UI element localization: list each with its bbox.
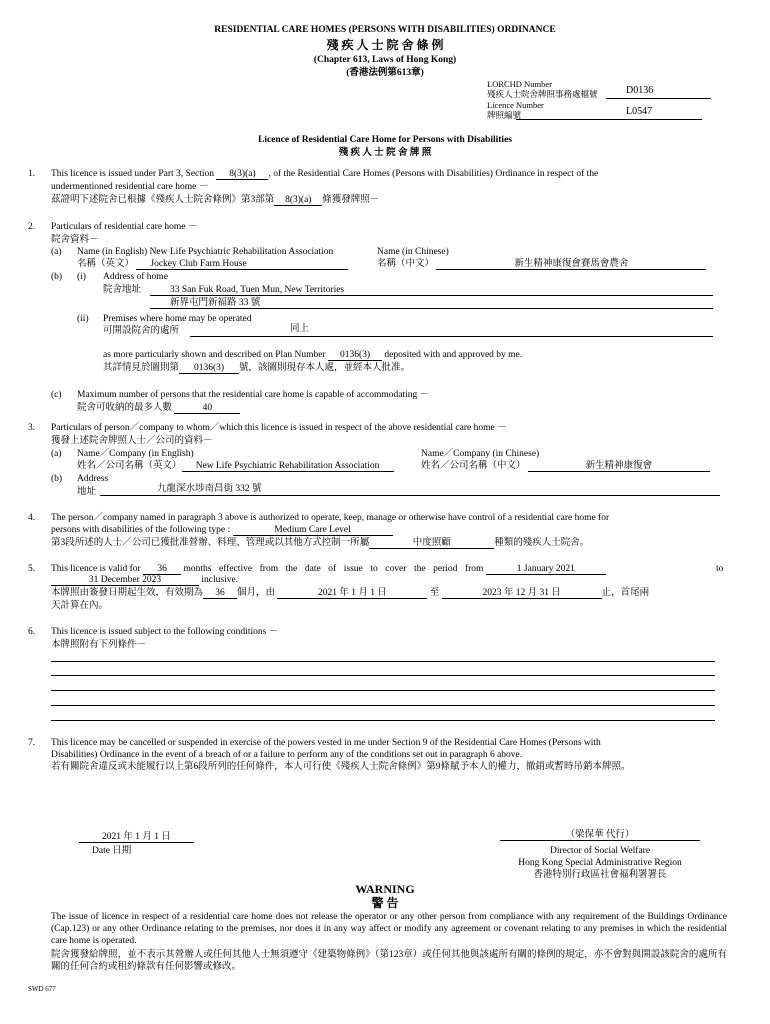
condition-line-5 <box>51 720 715 721</box>
s3-name-en-label: Name／Company (in English) <box>77 449 194 459</box>
s7-zh: 若有關院舍違反或未能履行以上第6段所列的任何條件，本人可行使《殘疾人士院舍條例》第9條賦予本人的權力，撤銷或暫時吊銷本牌照。 <box>51 762 631 772</box>
s6-number: 6. <box>28 627 36 637</box>
s5-months: 36 <box>143 564 181 575</box>
s3-address-label-zh: 地址 <box>77 487 97 497</box>
s2-i-label: (i) <box>77 272 86 282</box>
lorchd-label-zh: 殘疾人士院舍牌照事務處檔號 <box>487 89 598 99</box>
licence-title-zh: 殘 疾 人 士 院 舍 牌 照 <box>338 148 432 158</box>
s4-type-en: Medium Care Level <box>233 525 393 536</box>
warning-title-en: WARNING <box>355 882 415 896</box>
s3-heading-zh: 獲發上述院舍牌照人士／公司的資料－ <box>51 436 213 446</box>
licence-label-zh: 牌照編號 <box>487 110 522 120</box>
licence-value: L0547 <box>626 106 653 117</box>
s3-a-label: (a) <box>51 449 62 459</box>
signer-role-zh: 香港特別行政區社會福利署署長 <box>533 870 667 880</box>
signer: （梁保華 代行） <box>500 829 700 841</box>
licence-label-en: Licence Number <box>487 100 544 110</box>
s2-plan-number: 0136(3) <box>328 350 382 361</box>
s3-name-en-row: 姓名／公司名稱（英文） New Life Psychiatric Rehabilitation Association <box>77 460 394 472</box>
s2-a-label: (a) <box>51 247 62 257</box>
s2-plan-row-zh: 其詳情見於圖則第 0136(3) 號，該圖則現存本人處，並經本人批准。 <box>103 363 411 373</box>
s2-address-label: Address of home <box>103 272 168 282</box>
s2-address-en: 33 San Fuk Road, Tuen Mun, New Territories <box>170 285 345 295</box>
chapter-zh: (香港法例第613章) <box>346 68 424 78</box>
lorchd-label-en: LORCHD Number <box>487 79 552 89</box>
warning-text-en: The issue of licence in respect of a residential care home does not release the operator or any other person from compliance with any requirement of the Buildings Ordinance (Cap.123) or any other Ordinance relating to the premises, nor does it in any way affect or modify any agreement or covenant relating to any premises in which the residential care home is operated. <box>51 912 727 946</box>
s2-address-label-zh: 院舍地址 <box>103 285 142 295</box>
s3-address-value: 九龍深水埗南昌街 332 號 <box>157 484 262 494</box>
s5-number: 5. <box>28 564 36 574</box>
ordinance-title-zh: 殘 疾 人 士 院 舍 條 例 <box>326 38 444 52</box>
s6-line1: This licence is issued subject to the following conditions － <box>51 627 279 637</box>
s3-name-zh-row: 姓名／公司名稱（中文） 新生精神康復會 <box>421 460 710 472</box>
s2-max-label: Maximum number of persons that the residential care home is capable of accommodating － <box>77 390 430 400</box>
s2-heading: Particulars of residential care home － <box>51 222 198 232</box>
s6-line1-zh: 本牌照附有下列條件－ <box>51 640 147 650</box>
licence-title-en: Licence of Residential Care Home for Persons with Disabilities <box>257 135 512 145</box>
s2-name-zh-label: Name (in Chinese) <box>377 247 449 257</box>
condition-line-3 <box>51 690 715 691</box>
s2-name-zh-row: 名稱（中文） 新生精神康復會賽馬會農舍 <box>377 258 706 270</box>
date-value: 2021 年 1 月 1 日 <box>79 831 194 843</box>
s5-line1: This licence is valid for 36 months effective from the date of issue to cover the period from 1 January 2021 <box>51 563 606 575</box>
s2-c-label: (c) <box>51 390 62 400</box>
lorchd-value: D0136 <box>626 85 654 96</box>
s1-line1: This licence is issued under Part 3, Section 8(3)(a) , of the Residential Care Homes (Persons with Disabilities) Ordinance in respect of the <box>51 169 599 179</box>
s2-ii-label: (ii) <box>77 314 89 324</box>
s5-zh: 本牌照由簽發日期起生效，有效期為 36 個月，由 2021 年 1 月 1 日 至 2023 年 12 月 31 日 止，首尾兩 <box>51 588 650 598</box>
s5-zh-line2: 天計算在內。 <box>51 601 109 611</box>
s3-address-label: Address <box>77 474 109 484</box>
signer-role-en: Director of Social Welfare <box>549 846 651 856</box>
warning-text-zh: 院舍獲發給牌照，並不表示其營辦人或任何其他人士無須遵守《建築物條例》（第123章）或任何其他與該處所有關的條例的規定，亦不會對與開設該院舍的處所有關的任何合約或租約條款有任何影響或修改。 <box>51 950 727 972</box>
chapter-en: (Chapter 613, Laws of Hong Kong) <box>313 55 457 65</box>
s2-address-zh: 新界屯門新福路 33 號 <box>170 298 261 308</box>
s2-number: 2. <box>28 222 36 232</box>
s2-plan-row: as more particularly shown and described on Plan Number 0136(3) deposited with and approved by me. <box>103 350 523 360</box>
ordinance-title-en: RESIDENTIAL CARE HOMES (PERSONS WITH DISABILITIES) ORDINANCE <box>214 25 556 35</box>
s2-name-en-row: Name (in English) New Life Psychiatric Rehabilitation Association <box>77 247 334 257</box>
s4-number: 4. <box>28 513 36 523</box>
s7-line2: Disabilities) Ordinance in the event of a breach of or a failure to perform any of the conditions set out in paragraph 6 above. <box>51 750 523 760</box>
condition-line-2 <box>51 675 715 676</box>
s5-line2: 31 December 2023 inclusive. <box>51 574 238 586</box>
s1-line2: undermentioned residential care home － <box>51 182 209 192</box>
form-number: SWD 677 <box>28 985 56 993</box>
signer-region-en: Hong Kong Special Administrative Region <box>518 858 682 868</box>
s1-number: 1. <box>28 169 36 179</box>
s4-zh: 第3段所述的人士／公司已獲批准營辦、料理、管理或以其他方式控制一所屬 中度照顧 種類的殘疾人士院舍。 <box>51 538 590 548</box>
warning-title-zh: 警 告 <box>371 896 399 910</box>
s4-line1: The person／company named in paragraph 3 above is authorized to operate, keep, manage or otherwise have control of a residential care home for <box>51 513 610 523</box>
s2-premises-value: 同上 <box>290 324 310 334</box>
s3-b-label: (b) <box>51 474 63 484</box>
s3-heading: Particulars of person／company to whom／which this licence is issued in respect of the above residential care home － <box>51 423 507 433</box>
s5-to: 31 December 2023 <box>51 575 199 586</box>
s2-heading-zh: 院舍資料－ <box>51 235 99 245</box>
date-label: Date 日期 <box>92 846 132 856</box>
s1-zh: 茲證明下述院舍已根據《殘疾人士院舍條例》第3部第 8(3)(a) 條獲發牌照－ <box>51 195 380 205</box>
condition-line-1 <box>51 661 715 662</box>
s2-name-en-row-zh: 名稱（英文） Jockey Club Farm House <box>77 258 348 270</box>
s5-from: 1 January 2021 <box>486 564 606 575</box>
s2-premises-label: Premises where home may be operated <box>103 314 252 324</box>
s5-to-word: to <box>716 564 724 574</box>
s3-number: 3. <box>28 423 36 433</box>
s2-b-label: (b) <box>51 272 63 282</box>
s3-name-zh-label: Name／Company (in Chinese) <box>421 449 540 459</box>
s7-line1: This licence may be cancelled or suspended in exercise of the powers vested in me under Section 9 of the Residential Care Homes (Persons with <box>51 738 601 748</box>
s4-line2: persons with disabilities of the following type : Medium Care Level <box>51 524 393 536</box>
s2-premises-label-zh: 可開設院舍的處所 <box>103 326 180 336</box>
condition-line-4 <box>51 705 715 706</box>
s1-section: 8(3)(a) <box>216 169 268 180</box>
s2-max-row: 院舍可收納的最多人數 40 <box>77 402 240 414</box>
s2-max-value: 40 <box>174 403 240 414</box>
s7-number: 7. <box>28 738 36 748</box>
